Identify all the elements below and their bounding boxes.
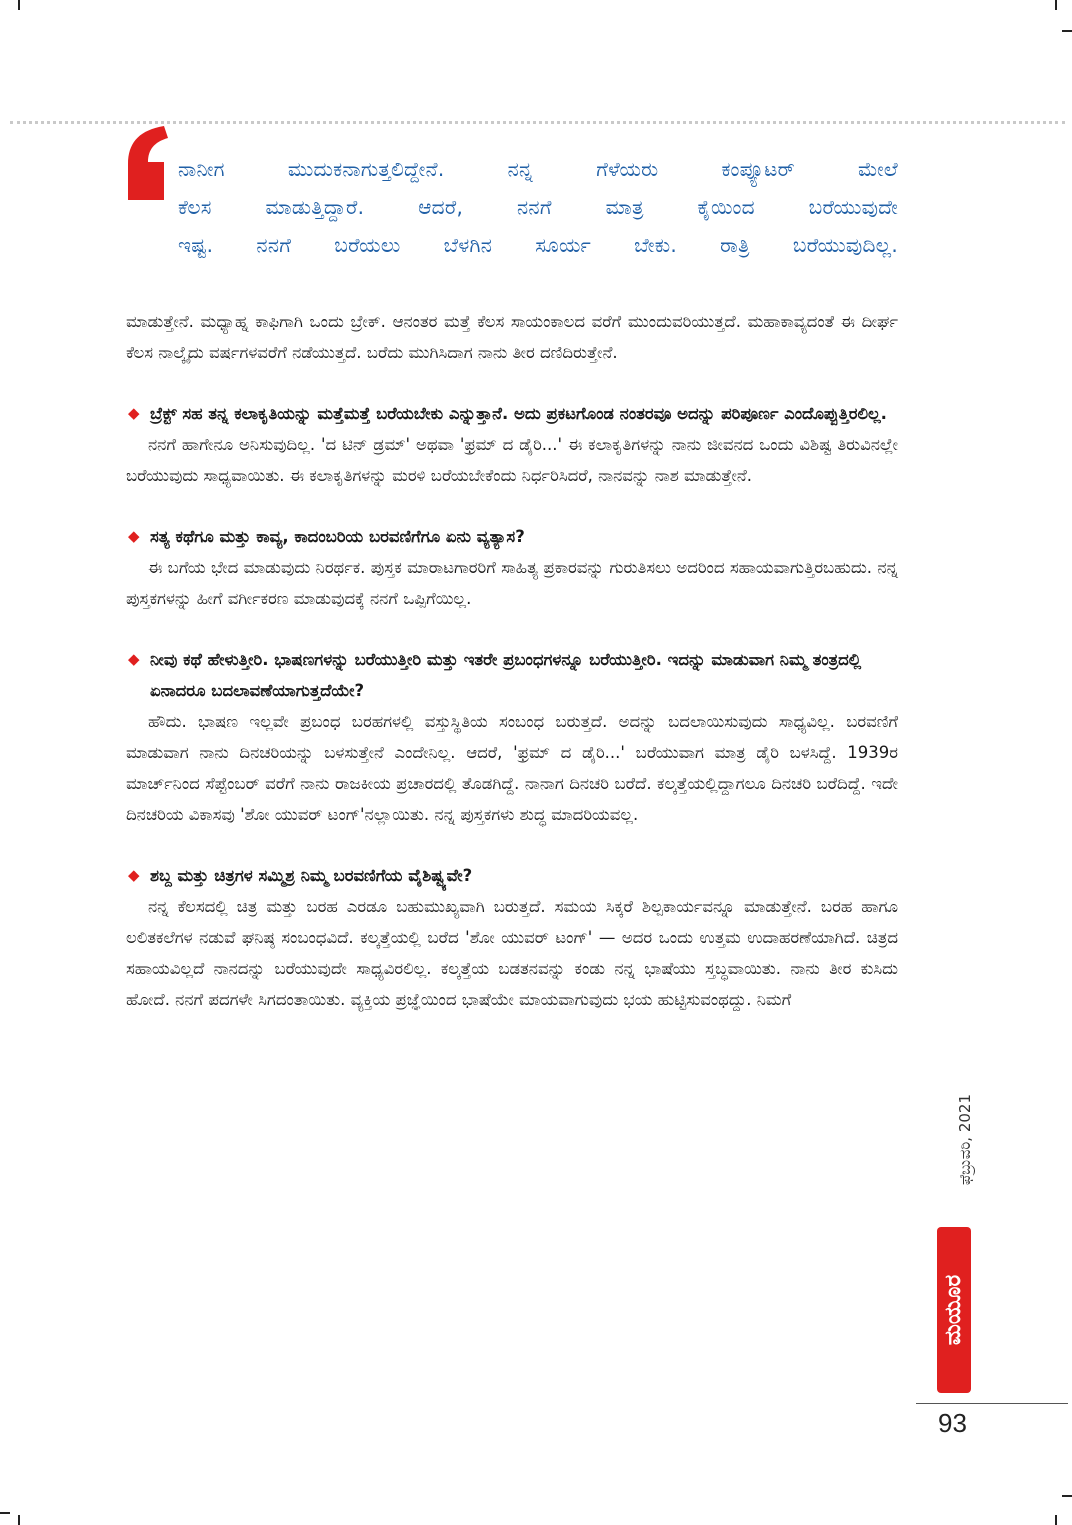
page-number: 93 [938,1408,967,1438]
crop-mark [1055,1515,1057,1525]
quote-mark-icon [124,124,170,202]
pull-quote-line: ಇಷ್ಟ. ನನಗೆ ಬರೆಯಲು ಬೆಳಗಿನ ಸೂರ್ಯ ಬೇಕು. ರಾತ್ರಿ ಬರೆಯುವುದಿಲ್ಲ. [178,233,898,257]
bullet-diamond-icon: ◆ [128,866,140,884]
bullet-diamond-icon: ◆ [128,650,140,668]
svg-text:ಮಯೂರ: ಮಯೂರ [941,1274,966,1346]
answer-paragraph: ನನಗೆ ಹಾಗೇನೂ ಅನಿಸುವುದಿಲ್ಲ. 'ದ ಟಿನ್ ಡ್ರಮ್' ಅಥವಾ 'ಫ್ರಮ್ ದ ಡೈರಿ...' ಈ ಕಲಾಕೃತಿಗಳನ್ನು ನಾನು ಜೀವನದ ಒಂದು ವಿಶಿಷ್ಟ ತಿರುವಿನಲ್ಲೇ ಬರೆಯುವುದು ಸಾಧ್ಯವಾಯಿತು. ಈ ಕಲಾಕೃತಿಗಳನ್ನು ಮರಳಿ ಬರೆಯಬೇಕೆಂದು ನಿರ್ಧರಿಸಿದರೆ, ನಾನವನ್ನು ನಾಶ ಮಾಡುತ್ತೇನೆ. [126,435,898,485]
bullet-diamond-icon: ◆ [128,404,140,422]
crop-mark [1055,0,1057,10]
answer-paragraph: ಈ ಬಗೆಯ ಭೇದ ಮಾಡುವುದು ನಿರರ್ಥಕ. ಪುಸ್ತಕ ಮಾರಾಟಗಾರರಿಗೆ ಸಾಹಿತ್ಯ ಪ್ರಕಾರವನ್ನು ಗುರುತಿಸಲು ಅದರಿಂದ ಸಹಾಯವಾಗುತ್ತಿರಬಹುದು. ನನ್ನ ಪುಸ್ತಕಗಳನ್ನು ಹೀಗೆ ವರ್ಗೀಕರಣ ಮಾಡುವುದಕ್ಕೆ ನನಗೆ ಒಪ್ಪಿಗೆಯಿಲ್ಲ. [126,558,898,608]
interview-question [126,521,898,552]
interview-question [126,860,898,891]
footer-rule [916,1403,1068,1404]
answer-paragraph: ನನ್ನ ಕೆಲಸದಲ್ಲಿ ಚಿತ್ರ ಮತ್ತು ಬರಹ ಎರಡೂ ಬಹುಮುಖ್ಯವಾಗಿ ಬರುತ್ತದೆ. ಸಮಯ ಸಿಕ್ಕರೆ ಶಿಲ್ಪಕಾರ್ಯವನ್ನೂ ಮಾಡುತ್ತೇನೆ. ಬರಹ ಹಾಗೂ ಲಲಿತಕಲೆಗಳ ನಡುವೆ ಘನಿಷ್ಠ ಸಂಬಂಧವಿದೆ. ಕಲ್ಕತ್ತೆಯಲ್ಲಿ ಬರೆದ 'ಶೋ ಯುವರ್ ಟಂಗ್' — ಅದರ ಒಂದು ಉತ್ತಮ ಉದಾಹರಣೆಯಾಗಿದೆ. ಚಿತ್ರದ ಸಹಾಯವಿಲ್ಲದೆ ನಾನದನ್ನು ಬರೆಯುವುದೇ ಸಾಧ್ಯವಿರಲಿಲ್ಲ. ಕಲ್ಕತ್ತೆಯ ಬಡತನವನ್ನು ಕಂಡು ನನ್ನ ಭಾಷೆಯು ಸ್ತಬ್ಧವಾಯಿತು. ನಾನು ತೀರ ಕುಸಿದು ಹೋದೆ. ನನಗೆ ಪದಗಳೇ ಸಿಗದಂತಾಯಿತು. ವ್ಯಕ್ತಿಯ ಪ್ರಜ್ಞೆಯಿಂದ ಭಾಷೆಯೇ ಮಾಯವಾಗುವುದು ಭಯ ಹುಟ್ಟಿಸುವಂಥದ್ದು. ನಿಮಗೆ [126,897,898,1009]
article-body [126,306,898,1015]
question-text: ಶಬ್ದ ಮತ್ತು ಚಿತ್ರಗಳ ಸಮ್ಮಿಶ್ರ ನಿಮ್ಮ ಬರವಣಿಗೆಯ ವೈಶಿಷ್ಟ್ಯವೇ? [150,866,473,885]
issue-date: ಫೆಬ್ರುವರಿ, 2021 [956,1094,974,1186]
pull-quote [178,150,898,264]
mayura-logo [935,1225,973,1395]
pull-quote-line: ನಾನೀಗ ಮುದುಕನಾಗುತ್ತಲಿದ್ದೇನೆ. ನನ್ನ ಗೆಳೆಯರು ಕಂಪ್ಯೂಟರ್ ಮೇಲೆ [178,157,898,181]
question-text: ಸತ್ಯ ಕಥೆಗೂ ಮತ್ತು ಕಾವ್ಯ, ಕಾದಂಬರಿಯ ಬರವಣಿಗೆಗೂ ಏನು ವ್ಯತ್ಯಾಸ? [150,527,525,546]
question-text: ನೀವು ಕಥೆ ಹೇಳುತ್ತೀರಿ. ಭಾಷಣಗಳನ್ನು ಬರೆಯುತ್ತೀರಿ ಮತ್ತು ಇತರೇ ಪ್ರಬಂಧಗಳನ್ನೂ ಬರೆಯುತ್ತೀರಿ. ಇದನ್ನು ಮಾಡುವಾಗ ನಿಮ್ಮ ತಂತ್ರದಲ್ಲಿ ಏನಾದರೂ ಬದಲಾವಣೆಯಾಗುತ್ತದೆಯೇ? [150,650,862,700]
pull-quote-line: ಕೆಲಸ ಮಾಡುತ್ತಿದ್ದಾರೆ. ಆದರೆ, ನನಗೆ ಮಾತ್ರ ಕೈಯಿಂದ ಬರೆಯುವುದೇ [178,195,898,219]
bullet-diamond-icon: ◆ [128,527,140,545]
question-text: ಬ್ರೆಕ್ಟ್ ಸಹ ತನ್ನ ಕಲಾಕೃತಿಯನ್ನು ಮತ್ತೆಮತ್ತೆ ಬರೆಯಬೇಕು ಎನ್ನುತ್ತಾನೆ. ಅದು ಪ್ರಕಟಗೊಂಡ ನಂತರವೂ ಅದನ್ನು ಪರಿಪೂರ್ಣ ಎಂದೊಪ್ಪುತ್ತಿರಲಿಲ್ಲ. [150,404,887,423]
crop-mark [18,0,20,10]
crop-mark [1062,30,1072,32]
interview-question [126,644,898,706]
interview-question [126,398,898,429]
answer-paragraph: ಮಾಡುತ್ತೇನೆ. ಮಧ್ಯಾಹ್ನ ಕಾಫಿಗಾಗಿ ಒಂದು ಬ್ರೇಕ್. ಆನಂತರ ಮತ್ತೆ ಕೆಲಸ ಸಾಯಂಕಾಲದ ವರೆಗೆ ಮುಂದುವರಿಯುತ್ತದೆ. ಮಹಾಕಾವ್ಯದಂತೆ ಈ ದೀರ್ಘ ಕೆಲಸ ನಾಲ್ಕೈದು ವರ್ಷಗಳವರೆಗೆ ನಡೆಯುತ್ತದೆ. ಬರೆದು ಮುಗಿಸಿದಾಗ ನಾನು ತೀರ ದಣಿದಿರುತ್ತೇನೆ. [126,312,898,362]
crop-mark [18,1515,20,1525]
crop-mark [1062,1495,1072,1497]
crop-mark [0,1512,10,1514]
answer-paragraph: ಹೌದು. ಭಾಷಣ ಇಲ್ಲವೇ ಪ್ರಬಂಧ ಬರಹಗಳಲ್ಲಿ ವಸ್ತುಸ್ಥಿತಿಯ ಸಂಬಂಧ ಬರುತ್ತದೆ. ಅದನ್ನು ಬದಲಾಯಿಸುವುದು ಸಾಧ್ಯವಿಲ್ಲ. ಬರವಣಿಗೆ ಮಾಡುವಾಗ ನಾನು ದಿನಚರಿಯನ್ನು ಬಳಸುತ್ತೇನೆ ಎಂದೇನಿಲ್ಲ. ಆದರೆ, 'ಫ್ರಮ್ ದ ಡೈರಿ...' ಬರೆಯುವಾಗ ಮಾತ್ರ ಡೈರಿ ಬಳಸಿದ್ದೆ. 1939ರ ಮಾರ್ಚ್‌ನಿಂದ ಸೆಪ್ಟೆಂಬರ್ ವರೆಗೆ ನಾನು ರಾಜಕೀಯ ಪ್ರಚಾರದಲ್ಲಿ ತೊಡಗಿದ್ದೆ. ನಾನಾಗ ದಿನಚರಿ ಬರೆದೆ. ಕಲ್ಕತ್ತೆಯಲ್ಲಿದ್ದಾಗಲೂ ದಿನಚರಿ ಬರೆದಿದ್ದೆ. ಇದೇ ದಿನಚರಿಯ ವಿಕಾಸವು 'ಶೋ ಯುವರ್ ಟಂಗ್'ನಲ್ಲಾಯಿತು. ನನ್ನ ಪುಸ್ತಕಗಳು ಶುದ್ಧ ಮಾದರಿಯವಲ್ಲ. [126,712,898,824]
